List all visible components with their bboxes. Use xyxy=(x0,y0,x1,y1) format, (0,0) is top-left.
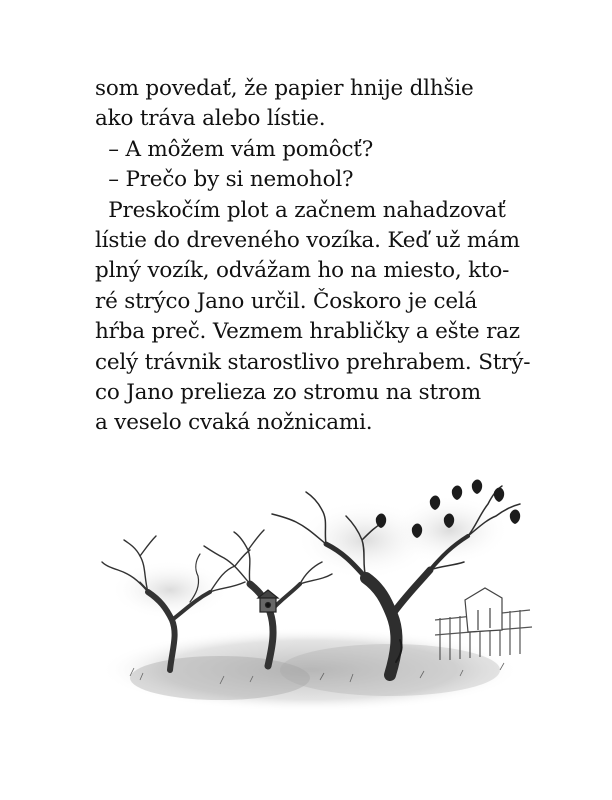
text-line: plný vozík, odvážam ho na miesto, kto- xyxy=(95,258,510,284)
text-line: hŕba preč. Vezmem hrabličky a ešte raz xyxy=(95,319,520,345)
orchard-illustration xyxy=(100,470,540,720)
text-line: lístie do dreveného vozíka. Keď už mám xyxy=(95,227,520,253)
text-line: co Jano prelieza zo stromu na strom xyxy=(95,379,481,405)
text-line: ako tráva alebo lístie. xyxy=(95,106,326,132)
text-line: som povedať, že papier hnije dlhšie xyxy=(95,76,474,101)
text-line: a veselo cvaká nožnicami. xyxy=(95,410,373,436)
text-line: – Prečo by si nemohol? xyxy=(95,167,354,193)
story-text xyxy=(95,74,555,439)
text-line: ré strýco Jano určil. Čoskoro je celá xyxy=(95,288,478,314)
shed xyxy=(465,588,502,632)
text-line: Preskočím plot a začnem nahadzovať xyxy=(95,197,506,223)
text-line: – A môžem vám pomôcť? xyxy=(95,136,374,162)
text-line: celý trávnik starostlivo prehrabem. Strý- xyxy=(95,349,531,375)
